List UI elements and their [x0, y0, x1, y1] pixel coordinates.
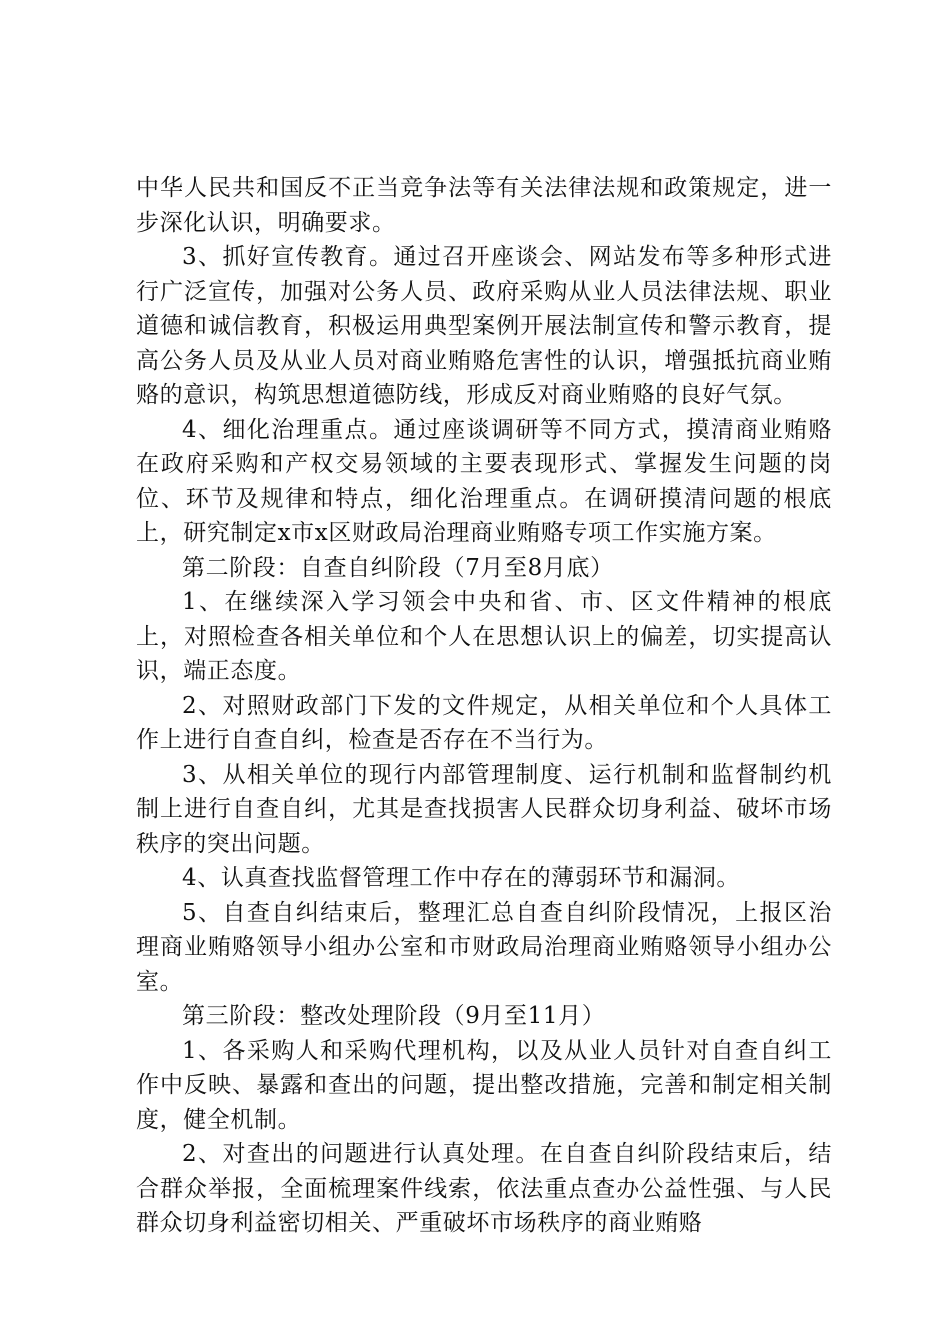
- heading-phase-three: 第三阶段：整改处理阶段（9月至11月）: [182, 1003, 606, 1029]
- paragraph-phase-two-item-4: 4、认真查找监督管理工作中存在的薄弱环节和漏洞。: [182, 865, 741, 891]
- paragraph-publicity-education: 3、抓好宣传教育。通过召开座谈会、网站发布等多种形式进行广泛宣传，加强对公务人员、政府采购从业人员法律法规、职业道德和诚信教育，积极运用典型案例开展法制宣传和警示教育，提高公务人员及从业人员对商业贿赂危害性的认识，增强抵抗商业贿赂的意识，构筑思想道德防线，形成反对商业贿赂的良好气氛。: [136, 244, 832, 408]
- paragraph-phase-three-item-2: 2、对查出的问题进行认真处理。在自查自纠阶段结束后，结合群众举报，全面梳理案件线索，依法重点查办公益性强、与人民群众切身利益密切相关、严重破坏市场秩序的商业贿赂: [136, 1141, 832, 1236]
- paragraph-phase-two-item-1: 1、在继续深入学习领会中央和省、市、区文件精神的根底上，对照检查各相关单位和个人在思想认识上的偏差，切实提高认识，端正态度。: [136, 589, 832, 684]
- paragraph-phase-two-item-5: 5、自查自纠结束后，整理汇总自查自纠阶段情况，上报区治理商业贿赂领导小组办公室和市财政局治理商业贿赂领导小组办公室。: [136, 899, 832, 995]
- document-page: [136, 171, 832, 1241]
- paragraph-governance-focus: 4、细化治理重点。通过座谈调研等不同方式，摸清商业贿赂在政府采购和产权交易领域的主要表现形式、掌握发生问题的岗位、环节及规律和特点，细化治理重点。在调研摸清问题的根底上，研究制定x市x区财政局治理商业贿赂专项工作实施方案。: [136, 416, 832, 546]
- paragraph-phase-two-item-2: 2、对照财政部门下发的文件规定，从相关单位和个人具体工作上进行自查自纠，检查是否存在不当行为。: [136, 692, 832, 753]
- paragraph-phase-three-item-1: 1、各采购人和采购代理机构，以及从业人员针对自查自纠工作中反映、暴露和查出的问题，提出整改措施，完善和制定相关制度，健全机制。: [136, 1037, 832, 1133]
- paragraph-phase-two-item-3: 3、从相关单位的现行内部管理制度、运行机制和监督制约机制上进行自查自纠，尤其是查找损害人民群众切身利益、破坏市场秩序的突出问题。: [136, 761, 832, 857]
- heading-phase-two: 第二阶段：自查自纠阶段（7月至8月底）: [182, 554, 614, 581]
- paragraph-intro-continuation: 中华人民共和国反不正当竞争法等有关法律法规和政策规定，进一步深化认识，明确要求。: [136, 175, 832, 236]
